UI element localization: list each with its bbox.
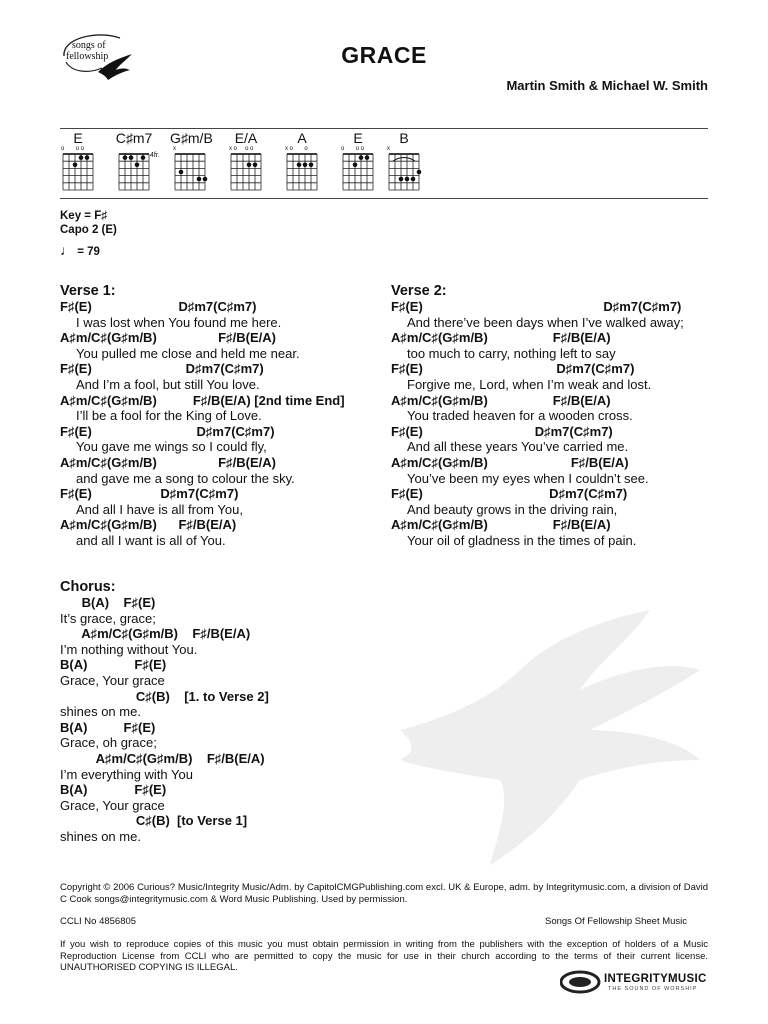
fretboard-grid (282, 152, 322, 192)
fretboard-grid (58, 152, 98, 192)
tempo-value: = 79 (77, 246, 100, 258)
logo-text-bottom: fellowship (66, 51, 109, 62)
lyric-line: I’m nothing without You. (60, 641, 198, 657)
string-markers: o oo (61, 146, 86, 152)
lyric-line: Your oil of gladness in the times of pain. (407, 532, 637, 548)
tempo-info (60, 242, 100, 258)
chord-line: A♯m/C♯(G♯m/B) F♯/B(E/A) (391, 330, 611, 346)
lyric-line: shines on me. (60, 828, 141, 844)
lyric-line: You traded heaven for a wooden cross. (407, 408, 633, 424)
verse-1-title: Verse 1: (60, 283, 116, 299)
chord-diagram (226, 130, 266, 197)
lyric-line: And there’ve been days when I’ve walked away; (407, 314, 684, 330)
chord-line: B(A) F♯(E) (60, 719, 156, 735)
ccli-number: CCLI No 4856805 (60, 916, 137, 927)
chord-line: F♯(E) D♯m7(C♯m7) (391, 299, 682, 314)
verse-2 (391, 283, 684, 549)
string-markers: xo o (285, 146, 310, 152)
brand-name: INTEGRITYMUSIC (604, 973, 707, 985)
lyric-line: too much to carry, nothing left to say (407, 345, 616, 361)
lyric-line: It’s grace, grace; (60, 610, 156, 626)
chord-line: F♯(E) D♯m7(C♯m7) (391, 423, 613, 439)
string-markers: x (387, 146, 392, 152)
chord-diagram-name: A (297, 130, 307, 146)
lyric-line: You’ve been my eyes when I couldn’t see. (407, 470, 649, 486)
chord-diagram (170, 130, 213, 197)
chord-line: B(A) F♯(E) (60, 657, 167, 673)
chord-line: A♯m/C♯(G♯m/B) F♯/B(E/A) [2nd time End] (60, 392, 345, 408)
string-markers: xo oo (229, 146, 255, 152)
chord-diagram (114, 130, 160, 197)
chord-diagram-name: E (73, 130, 83, 146)
chord-line: A♯m/C♯(G♯m/B) F♯/B(E/A) (391, 517, 611, 533)
top-divider (60, 128, 708, 129)
chord-diagram-name: E (353, 130, 363, 146)
chord-line: F♯(E) D♯m7(C♯m7) (60, 486, 239, 502)
chord-line: A♯m/C♯(G♯m/B) F♯/B(E/A) (391, 392, 611, 408)
chord-line: A♯m/C♯(G♯m/B) F♯/B(E/A) (60, 454, 276, 470)
lyric-line: And beauty grows in the driving rain, (407, 501, 618, 517)
key-info: Key = F♯ (60, 210, 107, 222)
lyric-line: You gave me wings so I could fly, (76, 439, 267, 455)
lyric-line: Grace, Your grace (60, 797, 165, 813)
chord-diagram-name: B (399, 130, 409, 146)
chord-line: F♯(E) D♯m7(C♯m7) (60, 361, 264, 377)
verse-2-title: Verse 2: (391, 283, 447, 299)
lyric-line: Grace, Your grace (60, 672, 165, 688)
chord-diagram (338, 130, 378, 197)
lyric-line: I was lost when You found me here. (76, 314, 282, 330)
dove-watermark-icon (380, 610, 710, 870)
chord-diagram-name: G♯m/B (170, 130, 213, 146)
brand-tagline: THE SOUND OF WORSHIP (608, 986, 698, 992)
chord-line: B(A) F♯(E) (60, 595, 156, 610)
chord-line: A♯m/C♯(G♯m/B) F♯/B(E/A) (391, 454, 629, 470)
song-title: GRACE (341, 42, 427, 68)
chord-line: F♯(E) D♯m7(C♯m7) (391, 486, 628, 502)
chord-line: C♯(B) [to Verse 1] (60, 813, 248, 829)
lyric-line: I’m everything with You (60, 766, 193, 782)
chord-line: A♯m/C♯(G♯m/B) F♯/B(E/A) (60, 330, 276, 346)
lyric-line: shines on me. (60, 704, 141, 720)
lyric-line: And all I have is all from You, (76, 501, 243, 517)
chord-line: A♯m/C♯(G♯m/B) F♯/B(E/A) (60, 626, 251, 642)
fretboard-grid (338, 152, 378, 192)
lyric-line: and all I want is all of You. (76, 532, 226, 548)
lyric-line: You pulled me close and held me near. (76, 345, 300, 361)
fretboard-grid (384, 152, 424, 192)
string-markers: o oo (341, 146, 366, 152)
capo-info: Capo 2 (E) (60, 224, 117, 236)
lyric-line: Grace, oh grace; (60, 735, 157, 751)
fretboard-grid (226, 152, 266, 192)
chord-diagram-name: C♯m7 (115, 130, 153, 146)
chord-line: A♯m/C♯(G♯m/B) F♯/B(E/A) (60, 517, 237, 533)
lyric-line: I’ll be a fool for the King of Love. (76, 408, 262, 424)
fretboard-grid (114, 152, 154, 192)
chord-diagram (384, 130, 424, 197)
chord-diagram (282, 130, 322, 197)
copyright-notice: Copyright © 2006 Curious? Music/Integrity Music/Adm. by CapitolCMGPublishing.com excl. UK & Europe, adm. by Integritymusic.com, a division of David C Cook songs@integritymusic.com & Word Music Publishing. Used by permission. (60, 882, 708, 905)
chord-line: F♯(E) D♯m7(C♯m7) (391, 361, 635, 377)
verse-1 (60, 283, 345, 549)
logo-text-top: songs of (72, 40, 106, 51)
chorus (60, 579, 269, 845)
song-authors: Martin Smith & Michael W. Smith (506, 78, 708, 93)
string-markers: x (173, 146, 178, 152)
chord-divider (60, 198, 708, 199)
fretboard-grid (170, 152, 210, 192)
series-name: Songs Of Fellowship Sheet Music (545, 916, 688, 927)
chord-line: F♯(E) D♯m7(C♯m7) (60, 423, 275, 439)
lyric-line: and gave me a song to colour the sky. (76, 470, 295, 486)
lyric-line: Forgive me, Lord, when I’m weak and lost. (407, 376, 652, 392)
chorus-title: Chorus: (60, 579, 116, 595)
permission-notice: If you wish to reproduce copies of this music you must obtain permission in writing from the publishers with the exception of holders of a Music Reproduction License from CCLI who are permitted to copy the music for use in their church according to the terms of their current license. UNAUTHORISED COPYING IS ILLEGAL. (60, 939, 708, 973)
quarter-note-icon: ♩ (60, 242, 74, 258)
chord-line: C♯(B) [1. to Verse 2] (60, 688, 269, 704)
chord-line: A♯m/C♯(G♯m/B) F♯/B(E/A) (60, 750, 265, 766)
lyric-line: And all these years You’ve carried me. (407, 439, 629, 455)
chord-line: B(A) F♯(E) (60, 782, 167, 798)
fret-position-label: 4fr. (150, 152, 160, 159)
chord-diagram-name: E/A (234, 130, 258, 146)
lyric-line: And I’m a fool, but still You love. (76, 376, 260, 392)
chord-line: F♯(E) D♯m7(C♯m7) (60, 299, 257, 314)
chord-diagram (58, 130, 98, 197)
